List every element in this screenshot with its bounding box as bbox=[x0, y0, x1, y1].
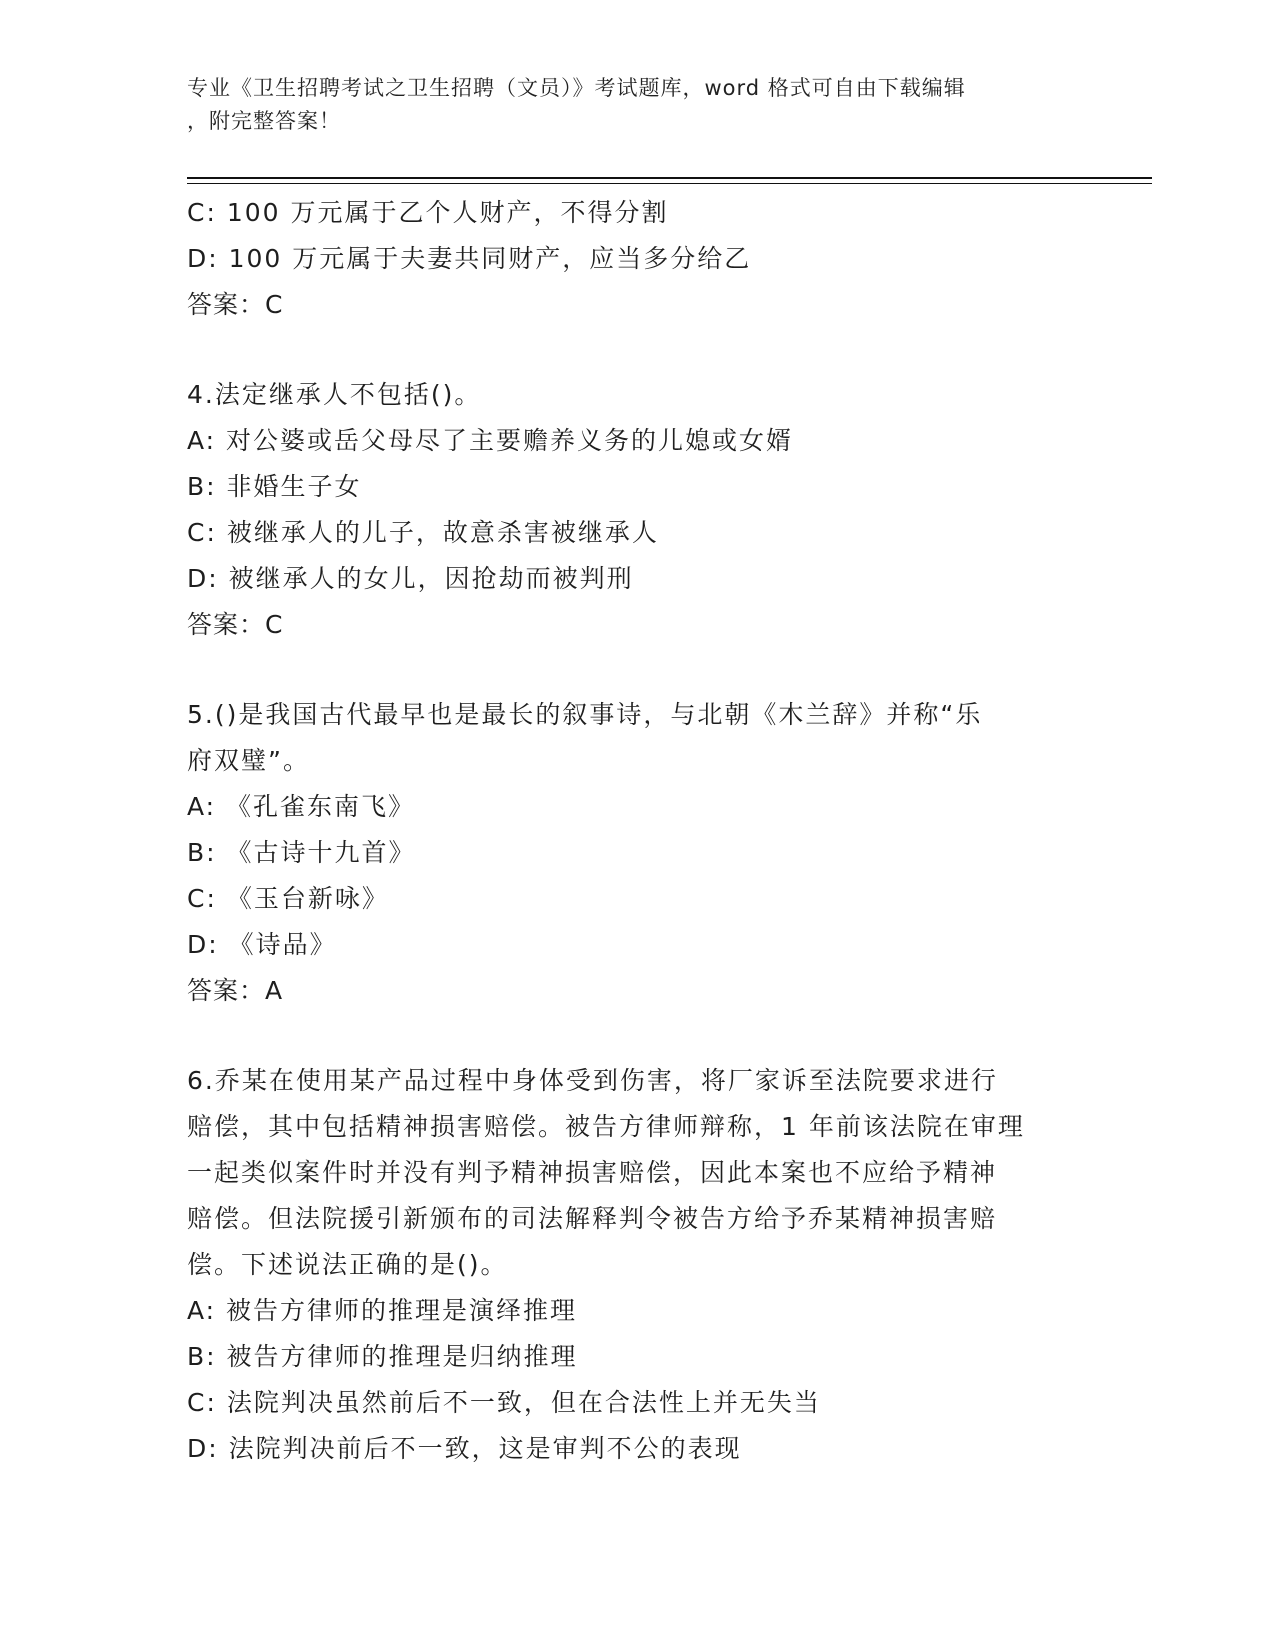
option-d: D: 《诗品》 bbox=[187, 930, 337, 959]
question-stem: 4.法定继承人不包括()。 bbox=[187, 380, 482, 409]
question-4 bbox=[187, 372, 1087, 648]
question-3-tail bbox=[187, 190, 1087, 328]
question-stem-line-2: 府双璧”。 bbox=[187, 746, 310, 775]
option-c: C: 被继承人的儿子，故意杀害被继承人 bbox=[187, 518, 659, 547]
header-line-2: ，附完整答案！ bbox=[187, 109, 341, 133]
answer-line: 答案：C bbox=[187, 290, 284, 319]
question-stem-line-4: 赔偿。但法院援引新颁布的司法解释判令被告方给予乔某精神损害赔 bbox=[187, 1204, 998, 1233]
answer-line: 答案：C bbox=[187, 610, 284, 639]
option-a: A: 《孔雀东南飞》 bbox=[187, 792, 416, 821]
option-c: C: 100 万元属于乙个人财产，不得分割 bbox=[187, 198, 669, 227]
question-5 bbox=[187, 692, 1087, 1014]
question-stem-line-1: 5.()是我国古代最早也是最长的叙事诗，与北朝《木兰辞》并称“乐 bbox=[187, 700, 983, 729]
header-line-1: 专业《卫生招聘考试之卫生招聘（文员）》考试题库，word 格式可自由下载编辑 bbox=[187, 76, 966, 100]
question-stem-line-1: 6.乔某在使用某产品过程中身体受到伤害，将厂家诉至法院要求进行 bbox=[187, 1066, 998, 1095]
option-a: A: 对公婆或岳父母尽了主要赡养义务的儿媳或女婿 bbox=[187, 426, 794, 455]
spacer bbox=[187, 648, 1087, 692]
question-stem-line-2: 赔偿，其中包括精神损害赔偿。被告方律师辩称，1 年前该法院在审理 bbox=[187, 1112, 1025, 1141]
question-6 bbox=[187, 1058, 1087, 1472]
option-d: D: 被继承人的女儿，因抢劫而被判刑 bbox=[187, 564, 634, 593]
question-stem-line-3: 一起类似案件时并没有判予精神损害赔偿，因此本案也不应给予精神 bbox=[187, 1158, 998, 1187]
answer-line: 答案：A bbox=[187, 976, 284, 1005]
question-stem-line-5: 偿。下述说法正确的是()。 bbox=[187, 1250, 508, 1279]
option-d: D: 100 万元属于夫妻共同财产，应当多分给乙 bbox=[187, 244, 752, 273]
question-list bbox=[187, 190, 1087, 1472]
option-b: B: 非婚生子女 bbox=[187, 472, 362, 501]
option-d: D: 法院判决前后不一致，这是审判不公的表现 bbox=[187, 1434, 742, 1463]
header-rule-thick bbox=[187, 177, 1152, 179]
spacer bbox=[187, 1014, 1087, 1058]
option-a: A: 被告方律师的推理是演绎推理 bbox=[187, 1296, 578, 1325]
header-rule-thin bbox=[187, 183, 1152, 184]
option-c: C: 《玉台新咏》 bbox=[187, 884, 389, 913]
option-b: B: 被告方律师的推理是归纳推理 bbox=[187, 1342, 578, 1371]
spacer bbox=[187, 328, 1087, 372]
option-c: C: 法院判决虽然前后不一致，但在合法性上并无失当 bbox=[187, 1388, 821, 1417]
page-header bbox=[187, 72, 1087, 138]
option-b: B: 《古诗十九首》 bbox=[187, 838, 416, 867]
